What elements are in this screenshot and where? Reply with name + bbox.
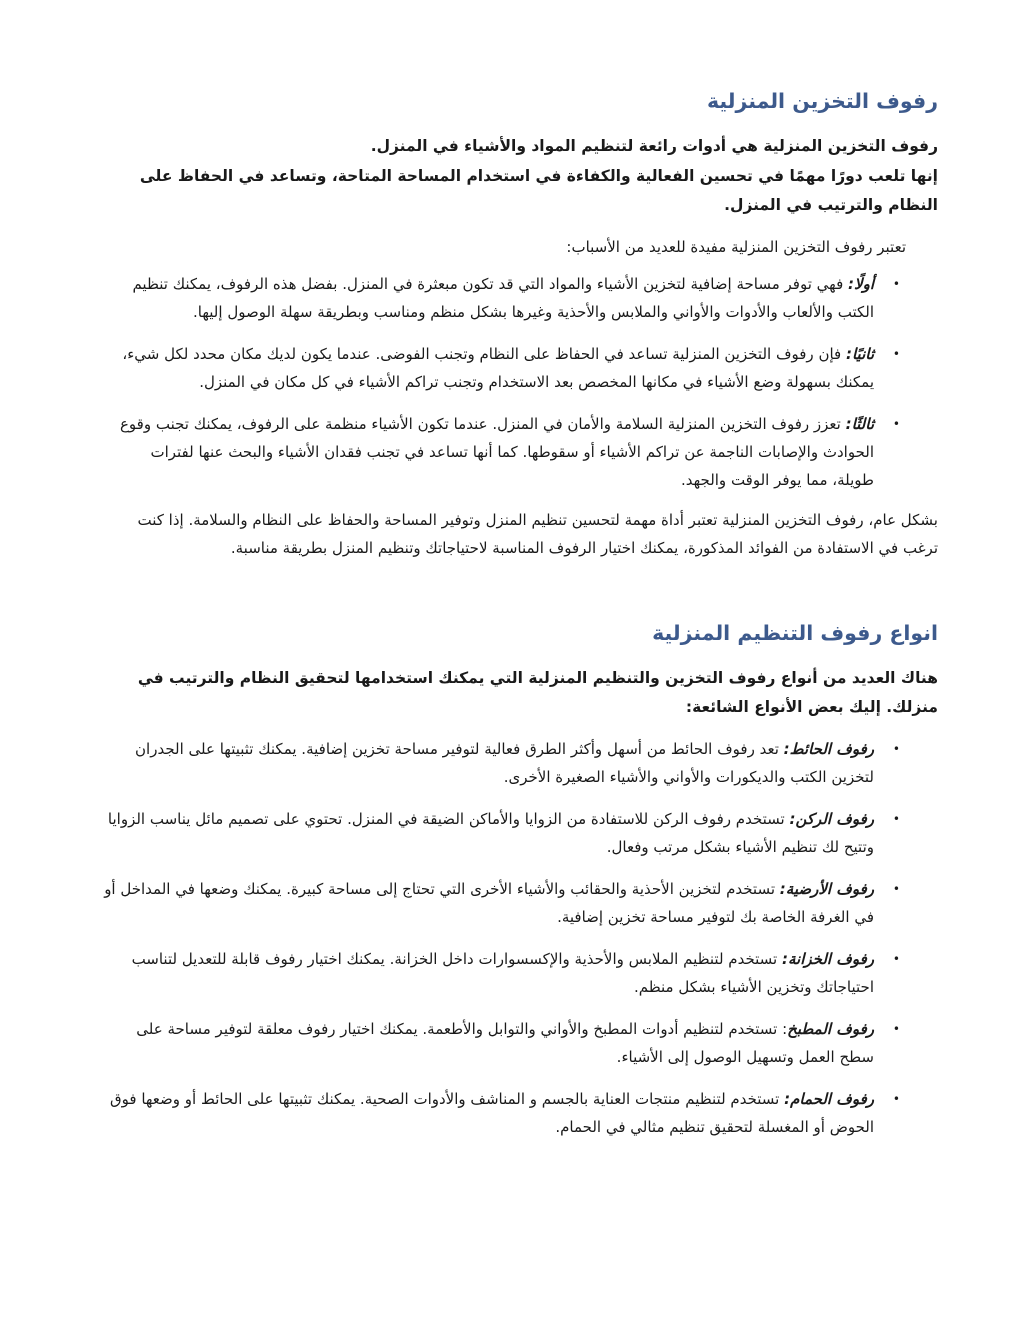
- item-text: تستخدم لتنظيم منتجات العناية بالجسم و المناشف والأدوات الصحية. يمكنك تثبيتها على الحائط أو وضعها فوق الحوض أو المغسلة لتحقيق تنظيم مثالي في الحمام.: [110, 1089, 874, 1136]
- reasons-list: [104, 270, 938, 494]
- list-item: [104, 735, 938, 791]
- section-title-storage-shelves: رفوف التخزين المنزلية: [706, 89, 938, 113]
- item-text: تعد رفوف الحائط من أسهل وأكثر الطرق فعالية لتوفير مساحة تخزين إضافية. يمكنك تثبيتها على الجدران لتخزين الكتب والديكورات والأواني والأشياء الصغيرة الأخرى.: [135, 739, 874, 786]
- shelf-types-list: [104, 735, 938, 1141]
- item-text: تعزز رفوف التخزين المنزلية السلامة والأمان في المنزل. عندما تكون الأشياء منظمة على الرفوف، يمكنك تجنب وقوع الحوادث والإصابات الناجمة عن تراكم الأشياء أو سقوطها. كما أنها تساعد في تجنب فقدان الأشياء والبحث عنها لفترات طويلة، مما يوفر الوقت والجهد.: [119, 414, 874, 489]
- section-lead: هناك العديد من أنواع رفوف التخزين والتنظيم المنزلية التي يمكنك استخدامها لتحقيق النظام والترتيب في منزلك. إليك بعض الأنواع الشائعة:: [137, 668, 938, 716]
- list-item: [104, 945, 938, 1001]
- reasons-intro: تعتبر رفوف التخزين المنزلية مفيدة للعديد من الأسباب:: [566, 237, 906, 256]
- bullet-icon: •: [892, 881, 900, 896]
- item-term: رفوف الخزانة:: [781, 949, 874, 968]
- item-term: رفوف الحائط:: [783, 739, 874, 758]
- section-title-shelf-types: انواع رفوف التنظيم المنزلية: [652, 620, 938, 645]
- item-term: رفوف الحمام:: [784, 1089, 874, 1108]
- bullet-icon: •: [892, 416, 900, 431]
- bullet-icon: •: [892, 276, 900, 291]
- item-text: فهي توفر مساحة إضافية لتخزين الأشياء والمواد التي قد تكون مبعثرة في المنزل. بفضل هذه الرفوف، يمكنك تنظيم الكتب والألعاب والأدوات والأواني والملابس والأحذية وغيرها بشكل منظم ومناسب وبطريقة سهلة الوصول إليها.: [132, 274, 874, 321]
- bullet-icon: •: [892, 951, 900, 966]
- lead-line: إنها تلعب دورًا مهمًا في تحسين الفعالية والكفاءة في استخدام المساحة المتاحة، وتساعد في الحفاظ على النظام والترتيب في المنزل.: [139, 166, 938, 214]
- item-text: تستخدم لتخزين الأحذية والحقائب والأشياء الأخرى التي تحتاج إلى مساحة كبيرة. يمكنك وضعها في المداخل أو في الغرفة الخاصة بك لتوفير مساحة تخزين إضافية.: [104, 879, 874, 926]
- item-term: رفوف المطبخ: [787, 1019, 874, 1038]
- item-term: رفوف الأرضية:: [779, 879, 874, 898]
- section-lead: [104, 132, 938, 221]
- lead-line: رفوف التخزين المنزلية هي أدوات رائعة لتنظيم المواد والأشياء في المنزل.: [370, 137, 938, 155]
- bullet-icon: •: [892, 741, 900, 756]
- item-text: : تستخدم لتنظيم أدوات المطبخ والأواني والتوابل والأطعمة. يمكنك اختيار رفوف معلقة لتوفير مساحة على سطح العمل وتسهيل الوصول إلى الأشياء.: [136, 1019, 874, 1066]
- bullet-icon: •: [892, 1021, 900, 1036]
- item-text: تستخدم لتنظيم الملابس والأحذية والإكسسوارات داخل الخزانة. يمكنك اختيار رفوف قابلة للتعديل لتناسب احتياجاتك وتخزين الأشياء بشكل منظم.: [131, 949, 874, 996]
- bullet-icon: •: [892, 811, 900, 826]
- bullet-icon: •: [892, 346, 900, 361]
- bullet-icon: •: [892, 1091, 900, 1106]
- list-item: [104, 805, 938, 861]
- item-term: أولًا:: [848, 274, 874, 293]
- item-term: ثانيًا:: [845, 344, 874, 363]
- item-term: رفوف الركن:: [789, 809, 874, 828]
- list-item: [104, 875, 938, 931]
- list-item: [104, 270, 938, 326]
- summary-paragraph: بشكل عام، رفوف التخزين المنزلية تعتبر أداة مهمة لتحسين تنظيم المنزل وتوفير المساحة والحفاظ على النظام والسلامة. إذا كنت ترغب في الاستفادة من الفوائد المذكورة، يمكنك اختيار الرفوف المناسبة لاحتياجاتك وتنظيم المنزل بطريقة مناسبة.: [137, 510, 938, 557]
- item-term: ثالثًا:: [845, 414, 874, 433]
- item-text: تستخدم رفوف الركن للاستفادة من الزوايا والأماكن الضيقة في المنزل. تحتوي على تصميم مائل يناسب الزوايا وتتيح لك تنظيم الأشياء بشكل مرتب وفعال.: [107, 809, 874, 856]
- list-item: [104, 410, 938, 494]
- list-item: [104, 1015, 938, 1071]
- list-item: [104, 1085, 938, 1141]
- list-item: [104, 340, 938, 396]
- item-text: فإن رفوف التخزين المنزلية تساعد في الحفاظ على النظام وتجنب الفوضى. عندما يكون لديك مكان محدد لكل شيء، يمكنك بسهولة وضع الأشياء في مكانها المخصص بعد الاستخدام وتجنب تراكم الأشياء في كل مكان في المنزل.: [122, 344, 874, 391]
